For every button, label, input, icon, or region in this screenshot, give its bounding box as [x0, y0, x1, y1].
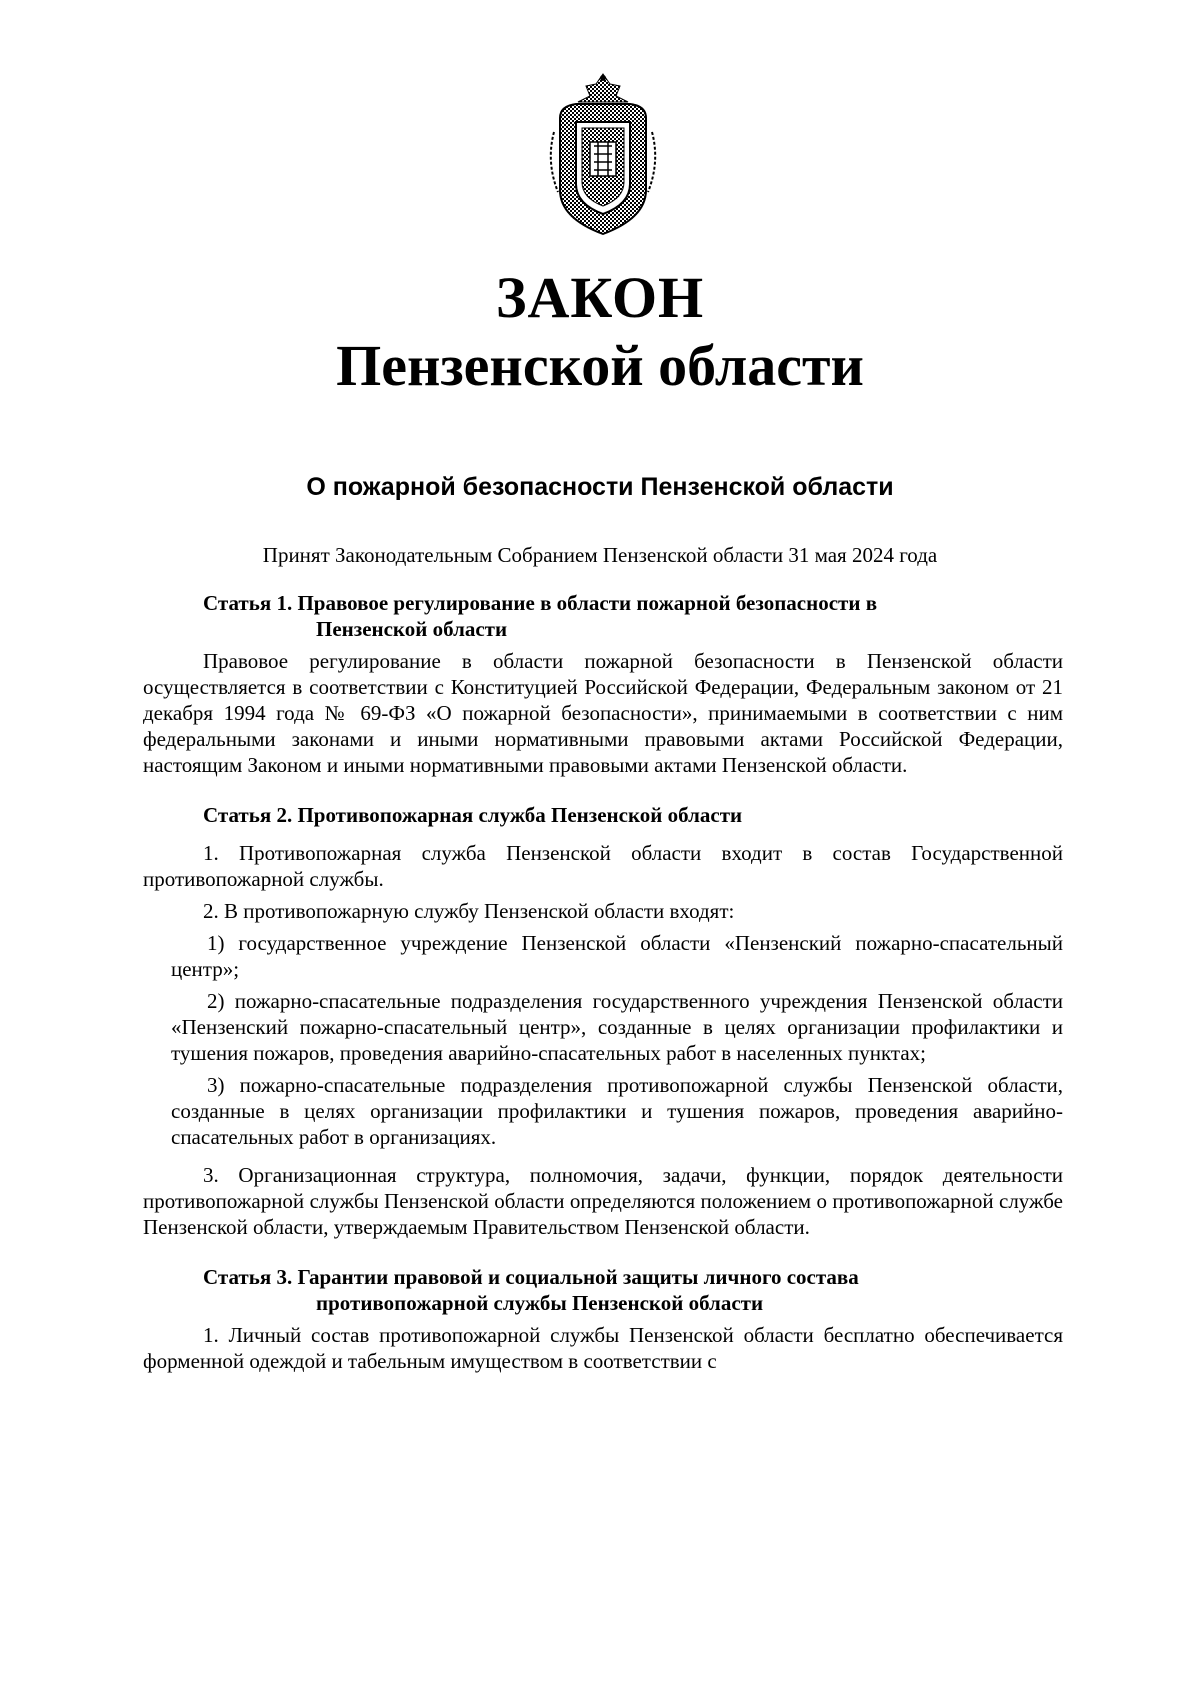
- article-2-item-1: 1) государственное учреждение Пензенской области «Пензенский пожарно-спасательный центр»;: [171, 931, 1063, 981]
- article-3-heading: [143, 1264, 1063, 1316]
- article-2-heading-line1: Статья 2. Противопожарная служба Пензенской области: [203, 803, 743, 827]
- article-1-heading-line2: Пензенской области: [316, 617, 508, 641]
- article-2-paragraph-3: 3. Организационная структура, полномочия, задачи, функции, порядок деятельности противопожарной службы Пензенской области определяются положением о противопожарной службе Пензенской области, утверждаемым Правительством Пензенской области.: [143, 1163, 1063, 1239]
- document-body: [143, 590, 1063, 1374]
- article-3-heading-line2: противопожарной службы Пензенской области: [316, 1291, 764, 1315]
- document-subtitle: Пензенской области: [336, 333, 864, 398]
- article-3-heading-line1: Статья 3. Гарантии правовой и социальной защиты личного состава: [203, 1265, 859, 1289]
- law-name: О пожарной безопасности Пензенской области: [306, 473, 894, 501]
- article-2-paragraph-1: 1. Противопожарная служба Пензенской области входит в состав Государственной противопожарной службы.: [143, 841, 1063, 891]
- article-1-heading: [143, 590, 1063, 642]
- article-2-item-2: 2) пожарно-спасательные подразделения государственного учреждения Пензенской области «Пензенский пожарно-спасательный центр», созданные в целях организации профилактики и тушения пожаров, проведения аварийно-спасательных работ в населенных пунктах;: [171, 989, 1063, 1065]
- document-title: ЗАКОН: [495, 265, 705, 330]
- article-1-paragraph: Правовое регулирование в области пожарной безопасности в Пензенской области осуществляется в соответствии с Конституцией Российской Федерации, Федеральным законом от 21 декабря 1994 года № 69-ФЗ «О пожарной безопасности», принимаемыми в соответствии с ним федеральными законами и иными нормативными правовыми актами Российской Федерации, настоящим Законом и иными нормативными правовыми актами Пензенской области.: [143, 649, 1063, 777]
- article-2-item-3: 3) пожарно-спасательные подразделения противопожарной службы Пензенской области, созданные в целях организации профилактики и тушения пожаров, проведения аварийно-спасательных работ в организациях.: [171, 1073, 1063, 1149]
- penza-coat-of-arms-icon: [540, 72, 666, 238]
- article-2-heading: [143, 802, 1063, 828]
- article-2-paragraph-2: 2. В противопожарную службу Пензенской области входят:: [203, 899, 735, 923]
- adoption-note: Принят Законодательным Собранием Пензенской области 31 мая 2024 года: [262, 543, 938, 567]
- article-1-heading-line1: Статья 1. Правовое регулирование в области пожарной безопасности в: [203, 591, 878, 615]
- article-3-paragraph-1: 1. Личный состав противопожарной службы Пензенской области бесплатно обеспечивается форменной одеждой и табельным имуществом в соответствии с: [143, 1323, 1063, 1373]
